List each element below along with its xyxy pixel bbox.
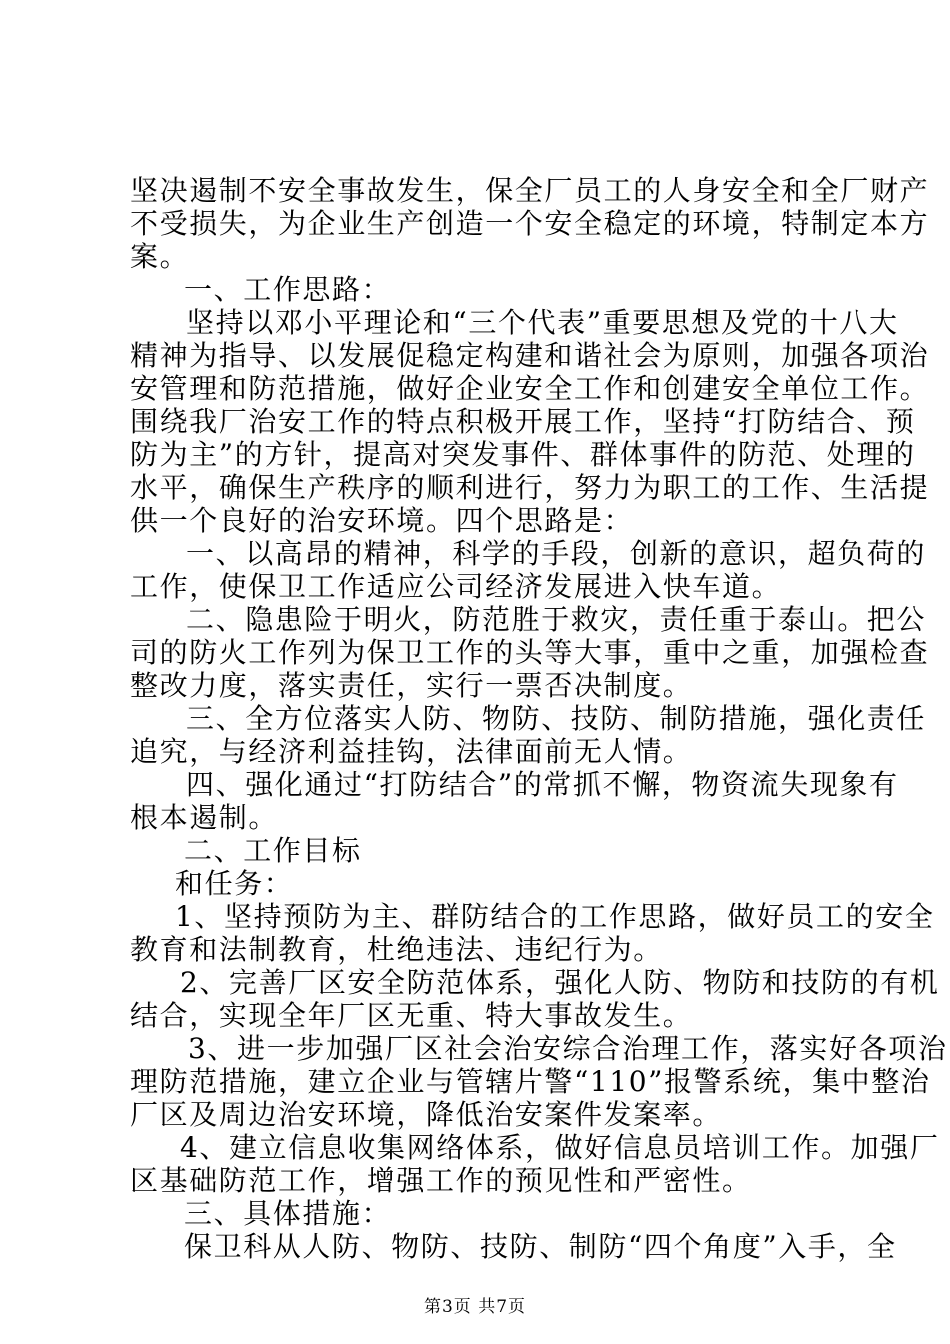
paragraph-line: 三、全方位落实人防、物防、技防、制防措施，强化责任 xyxy=(186,702,927,735)
paragraph-line: 整改力度，落实责任，实行一票否决制度。 xyxy=(130,669,693,702)
paragraph-line: 供一个良好的治安环境。四个思路是： xyxy=(130,504,634,537)
paragraph-line: 安管理和防范措施，做好企业安全工作和创建安全单位工作。 xyxy=(130,372,930,405)
list-item-line: 4、建立信息收集网络体系，做好信息员培训工作。加强厂 xyxy=(180,1131,940,1164)
section-heading: 和任务： xyxy=(175,867,294,900)
paragraph-line: 精神为指导、以发展促稳定构建和谐社会为原则，加强各项治 xyxy=(130,339,930,372)
list-item-line: 结合，实现全年厂区无重、特大事故发生。 xyxy=(130,999,693,1032)
paragraph-line: 坚持以邓小平理论和“三个代表”重要思想及党的十八大 xyxy=(186,306,899,339)
paragraph-line: 防为主”的方针，提高对突发事件、群体事件的防范、处理的 xyxy=(130,438,916,471)
paragraph-line: 工作，使保卫工作适应公司经济发展进入快车道。 xyxy=(130,570,782,603)
paragraph-line: 案。 xyxy=(130,240,190,273)
page-footer: 第3页 共7页 xyxy=(423,1297,527,1317)
paragraph-line: 一、以高昂的精神，科学的手段，创新的意识，超负荷的 xyxy=(186,537,927,570)
list-item-line: 3、进一步加强厂区社会治安综合治理工作，落实好各项治 xyxy=(188,1032,948,1065)
list-item-line: 厂区及周边治安环境，降低治安案件发案率。 xyxy=(130,1098,723,1131)
paragraph-line: 司的防火工作列为保卫工作的头等大事，重中之重，加强检查 xyxy=(130,636,930,669)
paragraph-line: 不受损失，为企业生产创造一个安全稳定的环境，特制定本方 xyxy=(130,207,930,240)
list-item-line: 教育和法制教育，杜绝违法、违纪行为。 xyxy=(130,933,663,966)
list-item-line: 理防范措施，建立企业与管辖片警“110”报警系统，集中整治 xyxy=(130,1065,931,1098)
list-item-line: 区基础防范工作，增强工作的预见性和严密性。 xyxy=(130,1164,752,1197)
paragraph-line: 追究，与经济利益挂钩，法律面前无人情。 xyxy=(130,735,693,768)
paragraph-line: 根本遏制。 xyxy=(130,801,279,834)
paragraph-line: 水平，确保生产秩序的顺利进行，努力为职工的工作、生活提 xyxy=(130,471,930,504)
list-item-line: 2、完善厂区安全防范体系，强化人防、物防和技防的有机 xyxy=(180,966,940,999)
paragraph-line: 四、强化通过“打防结合”的常抓不懈，物资流失现象有 xyxy=(186,768,899,801)
section-heading: 一、工作思路： xyxy=(184,273,392,306)
paragraph-line: 坚决遏制不安全事故发生，保全厂员工的人身安全和全厂财产 xyxy=(130,174,930,207)
section-heading: 三、具体措施： xyxy=(184,1197,392,1230)
paragraph-line: 二、隐患险于明火，防范胜于救灾，责任重于泰山。把公 xyxy=(186,603,927,636)
paragraph-line: 保卫科从人防、物防、技防、制防“四个角度”入手，全 xyxy=(184,1230,897,1263)
section-heading: 二、工作目标 xyxy=(184,834,362,867)
list-item-line: 1、坚持预防为主、群防结合的工作思路，做好员工的安全 xyxy=(175,900,935,933)
paragraph-line: 围绕我厂治安工作的特点积极开展工作，坚持“打防结合、预 xyxy=(130,405,916,438)
